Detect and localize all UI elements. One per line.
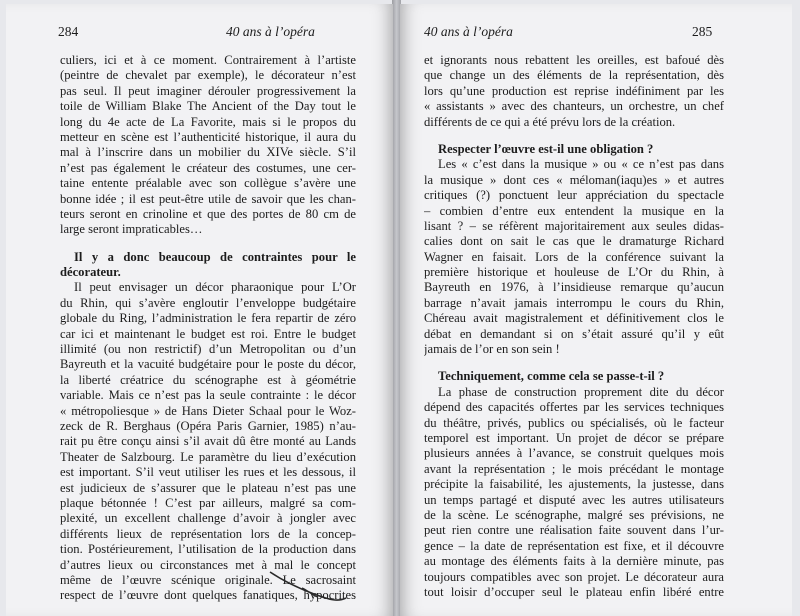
body-text-line: Il peut envisager un décor pharaonique pour L’Or — [74, 280, 356, 295]
body-text-line: Les « c’est dans la musique » ou « ce n’est pas dans — [438, 157, 724, 172]
body-text-line: du Rhin, qui s’avère engloutir l’enveloppe budgétaire — [60, 295, 356, 310]
body-text-line: différents lieux de représentation lors de la concep- — [60, 526, 356, 541]
body-text-line: La phase de construction proprement dite du décor — [438, 384, 724, 399]
body-text-line: lors qu’une production est reprise indéfiniment par les — [424, 83, 724, 98]
right-running-title: 40 ans à l’opéra — [424, 24, 513, 39]
paragraph-gap — [424, 357, 724, 369]
body-text-line: pas seul. Il peut imaginer dérouler progressivement la — [60, 83, 356, 98]
body-text-line: la musique » dont ces « méloman(iaqu)es » et autres — [424, 172, 724, 187]
body-text-line: plusieurs années à l’avance, se construit quelques mois — [424, 446, 724, 461]
left-page-body — [60, 53, 356, 604]
body-text-line: tout loisir d’occuper seul le plateau enfin libéré entre — [424, 584, 724, 599]
body-text-line: est judicieux de s’assurer que le plateau n’est pas une — [60, 480, 356, 495]
body-text-line: mal à l’inscrire dans un mobilier du XIVe siècle. S’il — [60, 145, 356, 160]
body-text-line: Theater de Salzbourg. Le paramètre du lieu d’exécution — [60, 449, 356, 464]
body-text-line: différents de ce qui a été prévu lors de la création. — [424, 114, 676, 129]
body-text-line: calies dont on sait le cas que le dramaturge Richard — [424, 234, 724, 249]
body-text-line: jamais de l’or en son sein ! — [424, 342, 560, 357]
section-heading-line: Techniquement, comme cela se passe-t-il ? — [438, 369, 665, 384]
body-text-line: première historique et houleuse de L’Or du Rhin, à — [424, 265, 724, 280]
body-text-line: barrage n’avait jamais interrompu le cours du Rhin, — [424, 295, 724, 310]
body-text-line: même de l’œuvre scénique originale. Le sacrosaint — [60, 572, 356, 587]
body-text-line: d’autres lieux ou circonstances met à mal le concept — [60, 557, 356, 572]
body-text-line: débat en demandant si on s’était assuré qu’il y eût — [424, 326, 724, 341]
body-text-line: du théâtre, privés, publics ou spécialisés, où le facteur — [424, 415, 724, 430]
body-text-line: tion. Postérieurement, l’utilisation de la production dans — [60, 542, 356, 557]
section-heading-line: Il y a donc beaucoup de contraintes pour le — [74, 249, 356, 264]
body-text-line: la liberté créatrice du scénographe est à géométrie — [60, 372, 356, 387]
body-text-line: respect de l’œuvre dont quelques fanatiques, hypocrites — [60, 588, 356, 603]
body-text-line: Wagner en faisait. Lors de la conférence suivant la — [424, 249, 724, 264]
body-text-line: au montage des éléments faits à la dernière minute, pas — [424, 554, 724, 569]
body-text-line: rait pu être conçu ainsi s’il avait dû être monté au Lands — [60, 434, 356, 449]
pen-scribble-mark — [268, 566, 348, 606]
body-text-line: car ici et maintenant le budget est roi. Entre le budget — [60, 326, 356, 341]
paragraph-gap — [424, 130, 724, 142]
body-text-line: que change un des éléments de la représentation, dès — [424, 68, 724, 83]
body-text-line: « assistants » avec des chanteurs, un orchestre, un chef — [424, 99, 724, 114]
body-text-line: dépend des capacités offertes par les services techniques — [424, 400, 724, 415]
body-text-line: illimité (ou non restrictif) d’un Metropolitan ou d’un — [60, 342, 356, 357]
section-heading-line: décorateur. — [60, 265, 121, 280]
body-text-line: metteur en scène est l’authenticité historique, il aura du — [60, 129, 356, 144]
body-text-line: peut rien contre une réalisation faite souvent dans l’ur- — [424, 523, 724, 538]
body-text-line: avant la représentation ; le mois précédant le montage — [424, 461, 724, 476]
body-text-line: un temps partagé et disputé avec les autres utilisateurs — [424, 492, 724, 507]
right-page-body — [424, 53, 724, 600]
body-text-line: critiques (?) ponctuent leur appréciation du spectacle — [424, 188, 724, 203]
body-text-line: variable. Mais ce n’est pas la seule contrainte : le décor — [60, 388, 356, 403]
body-text-line: long du 4e acte de La Favorite, mais si le propos du — [60, 114, 356, 129]
body-text-line: Bayreuth et la vacuité budgétaire pour le poste du décor, — [60, 357, 356, 372]
body-text-line: Chéreau avait magistralement et définitivement clos le — [424, 311, 724, 326]
body-text-line: est important. S’il veut utiliser les rues et les dessous, il — [60, 465, 356, 480]
left-page — [6, 4, 393, 616]
body-text-line: taine entente préalable avec son collègue s’avère une — [60, 176, 356, 191]
body-text-line: lisant ? – se réfèrent majoritairement aux seules didas- — [424, 218, 724, 233]
left-running-title: 40 ans à l’opéra — [226, 24, 315, 39]
body-text-line: teurs seront en crinoline et que des portes de 80 cm de — [60, 206, 356, 221]
body-text-line: bonne idée ; il est peut-être utile de savoir que les chan- — [60, 191, 356, 206]
body-text-line: globale du Ring, l’administration le fera repartir de zéro — [60, 311, 356, 326]
body-text-line: large seront impraticables… — [60, 222, 203, 237]
body-text-line: n’est pas également le créateur des costumes, une cer- — [60, 160, 356, 175]
body-text-line: Bayreuth en 1976, à l’insidieuse remarque qu’aucun — [424, 280, 724, 295]
body-text-line: culiers, ici et à ce moment. Contrairement à l’artiste — [60, 53, 356, 67]
body-text-line: plexité, un excellent challenge d’avoir à jongler avec — [60, 511, 356, 526]
body-text-line: toujours compatibles avec son projet. Le décorateur aura — [424, 569, 724, 584]
body-text-line: temporel est important. Un projet de décor se prépare — [424, 430, 724, 445]
paragraph-gap — [60, 238, 356, 250]
left-page-number: 284 — [58, 24, 79, 39]
body-text-line: plaque bétonnée ! C’est par ailleurs, malgré sa com- — [60, 495, 356, 510]
body-text-line: toile de William Blake The Ancient of the Day tout le — [60, 99, 356, 114]
body-text-line: – combien d’entre eux entendent la musique en la — [424, 203, 724, 218]
section-heading-line: Respecter l’œuvre est-il une obligation ? — [438, 141, 654, 156]
body-text-line: précipite la faisabilité, les ajustements, la justesse, dans — [424, 477, 724, 492]
body-text-line: (peintre de chevalet par exemple), le décorateur n’est — [60, 68, 356, 83]
body-text-line: gence – la date de représentation est fixe, et il découvre — [424, 538, 724, 553]
body-text-line: « métropoliesque » de Hans Dieter Schaal pour le Woz- — [60, 403, 356, 418]
body-text-line: et ignorants nous rebattent les oreilles, est bafoué dès — [424, 53, 724, 67]
body-text-line: de la scène. Le scénographe, malgré ses prévisions, ne — [424, 507, 724, 522]
body-text-line: zeck de R. Berghaus (Opéra Paris Garnier, 1985) n’au- — [60, 418, 356, 433]
right-page — [400, 4, 792, 616]
right-page-number: 285 — [692, 24, 713, 39]
